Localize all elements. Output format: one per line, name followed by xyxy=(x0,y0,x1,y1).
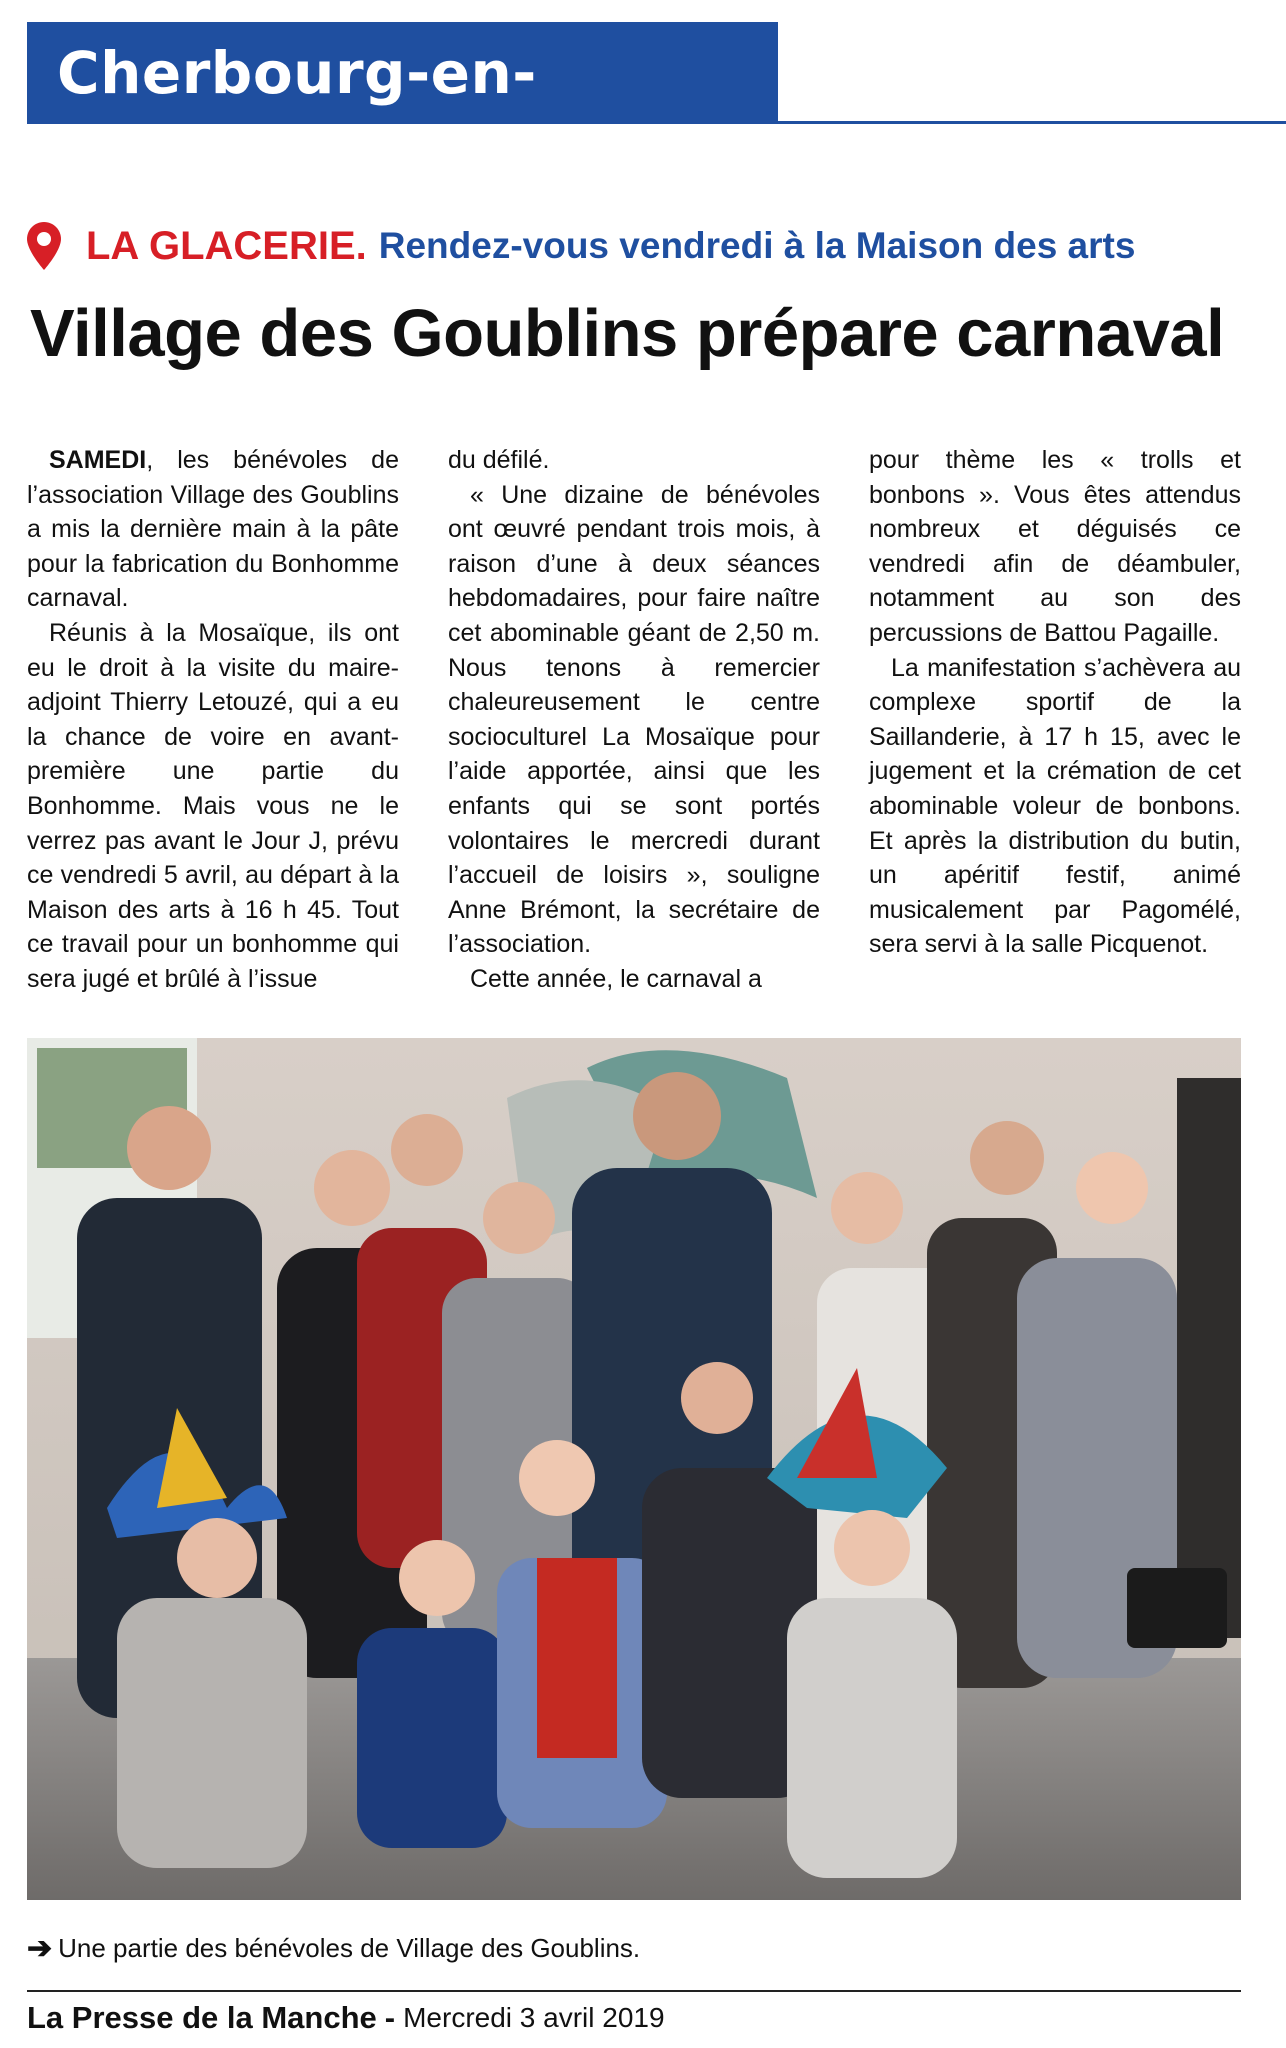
footer-rule xyxy=(27,1990,1241,1992)
paragraph-text: , les bénévoles de l’association Village des Goublins a mis la dernière main à la pâte pour la fabrication du Bonhomme carnaval. xyxy=(27,446,399,613)
lead-word: SAMEDI xyxy=(49,446,147,474)
article-paragraph: du défilé. xyxy=(448,446,550,474)
article-column-1 xyxy=(27,443,399,1003)
footer-separator: - xyxy=(384,2000,396,2035)
publication-name: La Presse de la Manche xyxy=(27,2000,377,2035)
article-body xyxy=(27,443,1241,1003)
footer xyxy=(27,1996,1241,2040)
group-photo-icon xyxy=(27,1038,1241,1900)
article-paragraph: « Une dizaine de bénévoles ont œuvré pendant trois mois, à raison d’une à deux séances hebdomadaires, pour faire naître cet abominable géant de 2,50 m. Nous tenons à remercier chaleureusement le centre socioculturel La Mosaïque pour l’aide apportée, ainsi que les enfants qui se sont portés volontaires le mercredi durant l’accueil de loisirs », souligne Anne Brémont, la secrétaire de l’association. xyxy=(448,480,820,959)
article-paragraph: La manifestation s’achèvera au complexe sportif de la Saillanderie, à 17 h 15, avec le jugement et la crémation de cet abominable voleur de bonbons. Et après la distribution du butin, un apéritif festif, animé musicalement par Pagomélé, sera servi à la salle Picquenot. xyxy=(869,653,1241,959)
article-paragraph: Réunis à la Mosaïque, ils ont eu le droit à la visite du maire-adjoint Thierry Letouzé, qui a eu la chance de voire en avant-première une partie du Bonhomme. Mais vous ne le verrez pas avant le Jour J, prévu ce vendredi 5 avril, au départ à la Maison des arts à 16 h 45. Tout ce travail pour un bonhomme qui sera jugé et brûlé à l’issue xyxy=(27,618,399,993)
publication-date: Mercredi 3 avril 2019 xyxy=(403,2002,665,2033)
kicker xyxy=(26,216,1266,276)
article-paragraph xyxy=(27,443,399,616)
section-title: Cherbourg-en-Cotentin xyxy=(57,39,537,209)
location-pin-icon xyxy=(26,221,62,271)
article-column-2 xyxy=(448,443,820,1003)
kicker-place: LA GLACERIE. xyxy=(86,223,367,268)
headline: Village des Goublins prépare carnaval xyxy=(30,296,1225,371)
caption-text: Une partie des bénévoles de Village des Goublins. xyxy=(58,1932,641,1963)
group-photo xyxy=(27,1038,1241,1900)
photo-caption xyxy=(27,1928,1241,1968)
section-banner xyxy=(27,22,778,209)
section-rule xyxy=(778,121,1286,124)
arrow-right-icon: ➔ xyxy=(27,1931,53,1965)
article-paragraph: pour thème les « trolls et bonbons ». Vous êtes attendus nombreux et déguisés ce vendredi afin de déambuler, notamment au son des percussions de Battou Pagaille. xyxy=(869,446,1241,647)
article-column-3 xyxy=(869,443,1241,1003)
kicker-subtitle: Rendez-vous vendredi à la Maison des arts xyxy=(378,225,1136,266)
article-paragraph: Cette année, le carnaval a xyxy=(470,964,762,993)
